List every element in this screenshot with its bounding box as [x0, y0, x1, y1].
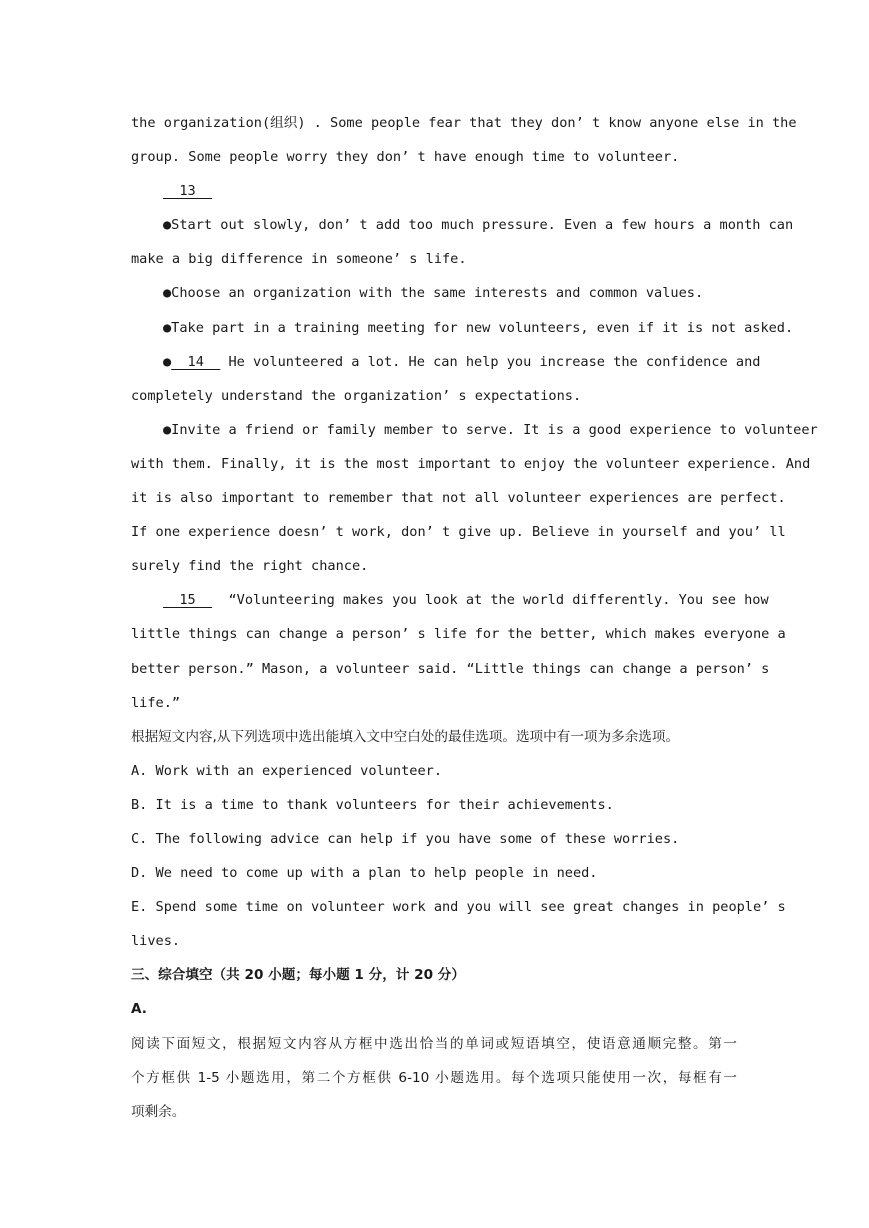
tip-line: ●Invite a friend or family member to serve. It is a good experience to volunteer	[163, 421, 818, 438]
quote-line: life.”	[131, 694, 181, 711]
tip-line: make a big difference in someone’ s life.	[131, 251, 467, 268]
section-heading: 三、综合填空（共 20 小题；每小题 1 分，计 20 分）	[131, 967, 465, 984]
blank-14: 14	[171, 353, 221, 370]
tip-line: surely find the right chance.	[131, 558, 369, 575]
tip-line: completely understand the organization’ s expectations.	[131, 387, 582, 404]
option-d: D. We need to come up with a plan to help people in need.	[131, 865, 598, 882]
blank-13: 13	[163, 183, 213, 200]
tip-line: ●Take part in a training meeting for new volunteers, even if it is not asked.	[163, 319, 794, 336]
instructions: 根据短文内容,从下列选项中选出能填入文中空白处的最佳选项。选项中有一项为多余选项。	[131, 728, 680, 745]
passage-line: group. Some people worry they don’ t have enough time to volunteer.	[131, 149, 680, 166]
tip-line: it is also important to remember that not all volunteer experiences are perfect.	[131, 490, 786, 507]
section-intro: 阅读下面短文，根据短文内容从方框中选出恰当的单词或短语填空，使语意通顺完整。第一	[131, 1035, 737, 1052]
passage-line: the organization(组织) . Some people fear that they don’ t know anyone else in the	[131, 115, 797, 131]
quote-line: little things can change a person’ s life for the better, which makes everyone a	[131, 626, 786, 643]
tip-line: ●Choose an organization with the same interests and common values.	[163, 285, 704, 302]
section-intro: 个方框供 1-5 小题选用，第二个方框供 6-10 小题选用。每个选项只能使用一次，每框有一	[131, 1069, 737, 1086]
option-a: A. Work with an experienced volunteer.	[131, 762, 442, 779]
blank-13-line	[131, 174, 737, 208]
document-page	[131, 106, 818, 1129]
option-c: C. The following advice can help if you have some of these worries.	[131, 830, 680, 847]
option-b: B. It is a time to thank volunteers for their achievements.	[131, 796, 614, 813]
tip-14-line	[131, 345, 761, 379]
blank-15-line	[131, 583, 769, 617]
blank-15: 15	[163, 592, 213, 609]
tip-line: ●Start out slowly, don’ t add too much pressure. Even a few hours a month can	[163, 217, 794, 234]
bullet: ●	[163, 353, 172, 370]
tip-text: He volunteered a lot. He can help you increase the confidence and	[220, 353, 761, 370]
option-e: E. Spend some time on volunteer work and you will see great changes in people’ s	[131, 899, 786, 916]
quote-line: better person.” Mason, a volunteer said. “Little things can change a person’ s	[131, 660, 770, 677]
section-intro: 项剩余。	[131, 1103, 186, 1120]
part-label: A.	[131, 1001, 147, 1018]
option-e-cont: lives.	[131, 933, 181, 950]
tip-line: with them. Finally, it is the most important to enjoy the volunteer experience. And	[131, 455, 811, 472]
tip-line: If one experience doesn’ t work, don’ t give up. Believe in yourself and you’ ll	[131, 524, 786, 541]
quote-text: “Volunteering makes you look at the world differently. You see how	[212, 592, 769, 609]
